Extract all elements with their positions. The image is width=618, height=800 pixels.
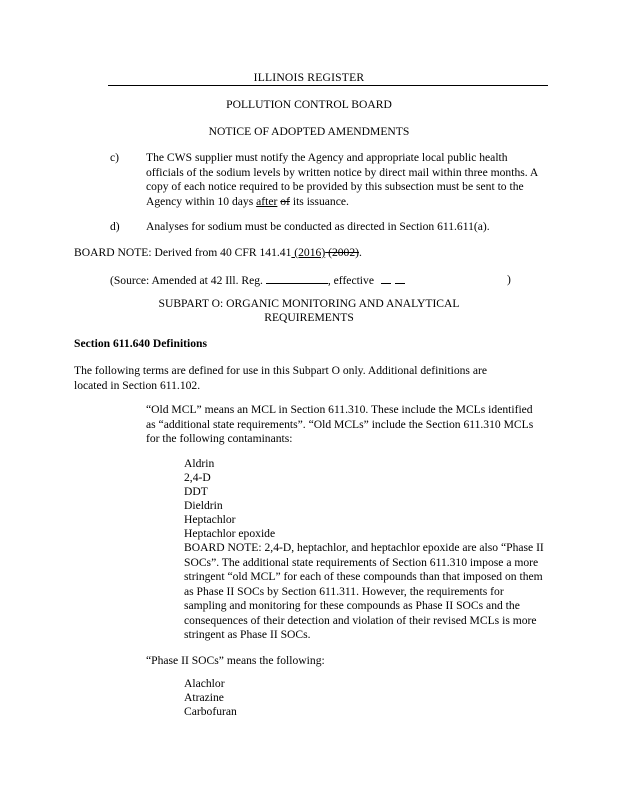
contaminant-item: Heptachlor epoxide	[184, 527, 276, 540]
deleted-text: of	[280, 194, 290, 208]
board-note	[74, 246, 362, 261]
old-mcl-definition: “Old MCL” means an MCL in Section 611.310. These include the MCLs identified as “additional state requirements”. “Old MCLs” include the Section 611.310 MCLs for the following contaminants:	[146, 403, 534, 445]
section-heading: Section 611.640 Definitions	[74, 337, 208, 350]
board-note-prefix: BOARD NOTE: Derived from 40 CFR 141.41	[74, 246, 292, 259]
board-note-deleted: (2002)	[325, 246, 359, 259]
section-intro: The following terms are defined for use in this Subpart O only. Additional definitions are located in Section 611.102.	[74, 364, 487, 392]
source-line	[110, 273, 405, 289]
board-title: POLLUTION CONTROL BOARD	[226, 98, 392, 111]
contaminant-item: Heptachlor	[184, 513, 236, 526]
phase-ii-item: Carbofuran	[184, 705, 237, 718]
phase-ii-item: Atrazine	[184, 691, 224, 704]
item-d-label: d)	[110, 220, 120, 233]
contaminant-item: Aldrin	[184, 457, 215, 470]
board-note-suffix: .	[359, 246, 362, 259]
phase-ii-item: Alachlor	[184, 677, 225, 690]
old-mcl-board-note: BOARD NOTE: 2,4-D, heptachlor, and heptachlor epoxide are also “Phase II SOCs”. The additional state requirements of Section 611.310 impose a more stringent “old MCL” for each of these compounds than that imposed on them as Phase II SOCs by Section 611.311. However, the requirements for sampling and monitoring for these compounds as Phase II SOCs and the consequences of their detection and violation of their revised MCLs is more stringent as Phase II SOCs.	[184, 541, 544, 641]
subpart-line2: REQUIREMENTS	[264, 311, 354, 324]
subpart-line1: SUBPART O: ORGANIC MONITORING AND ANALYTICAL	[158, 297, 460, 310]
source-prefix: (Source: Amended at 42 Ill. Reg.	[110, 274, 266, 287]
date-blank-2	[395, 273, 405, 284]
reg-blank	[266, 273, 328, 284]
source-middle: , effective	[327, 274, 377, 287]
contaminant-item: Dieldrin	[184, 499, 223, 512]
contaminant-item: 2,4-D	[184, 471, 211, 484]
item-c-text	[146, 151, 546, 209]
source-close: )	[507, 273, 511, 286]
item-d-text: Analyses for sodium must be conducted as directed in Section 611.611(a).	[146, 220, 490, 233]
item-c-text-1: The CWS supplier must notify the Agency and appropriate local public health officials of the sodium levels by written notice by direct mail within three months. A copy of each notice required to be provided by this subsection must be sent to the Agency within 10 days	[146, 151, 538, 208]
contaminant-item: DDT	[184, 485, 208, 498]
inserted-text: after	[256, 194, 278, 208]
date-blank-1	[381, 273, 391, 284]
item-c-label: c)	[110, 151, 120, 164]
board-note-inserted: (2016)	[291, 246, 326, 259]
phase-ii-definition: “Phase II SOCs” means the following:	[146, 654, 325, 667]
item-c-text-2: its issuance.	[289, 194, 349, 208]
notice-title: NOTICE OF ADOPTED AMENDMENTS	[208, 125, 410, 138]
register-title: ILLINOIS REGISTER	[253, 71, 365, 84]
